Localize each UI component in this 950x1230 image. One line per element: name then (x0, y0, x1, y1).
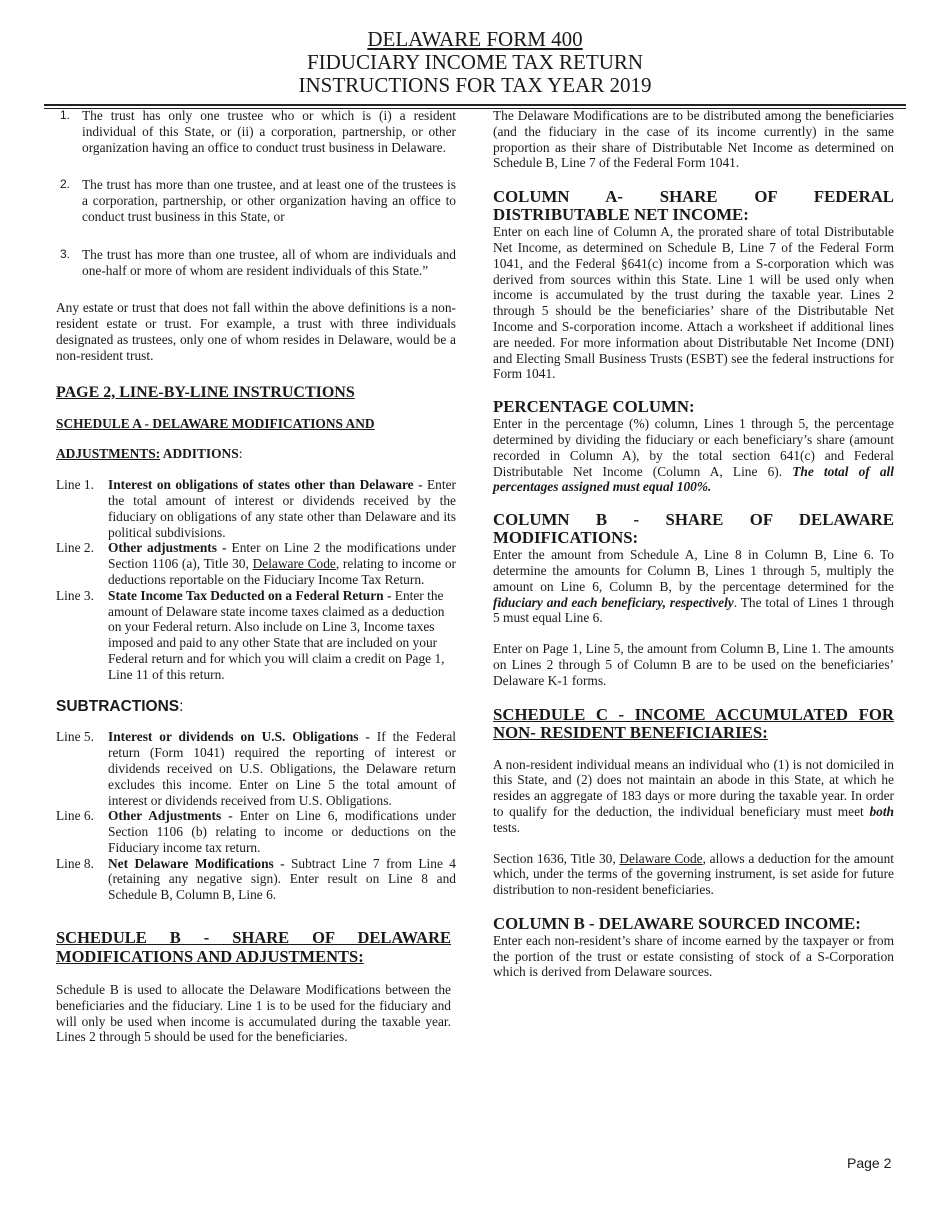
subtractions-heading: SUBTRACTIONS: (56, 697, 184, 715)
column-a-heading-2: DISTRIBUTABLE NET INCOME: (493, 205, 749, 225)
trust-definition-2: 2. The trust has more than one trustee, and at least one of the trustees is a corporation, partnership, or other organization having an office to conduct trust business in this State, or (60, 177, 456, 224)
delaware-sourced-income-heading: COLUMN B - DELAWARE SOURCED INCOME: (493, 913, 861, 933)
form-header (0, 28, 950, 97)
column-b-heading-2: MODIFICATIONS: (493, 528, 639, 548)
column-b-heading: COLUMN B - SHARE OF DELAWARE (493, 510, 894, 530)
schedule-b-paragraph: Schedule B is used to allocate the Delaware Modifications between the beneficiaries and the fiduciary. Line 1 is to be used for the fiduciary and will only be used when income is accumulated during the taxable year. Lines 2 through 5 should be used for the beneficiaries. (56, 982, 451, 1045)
column-a-paragraph: Enter on each line of Column A, the prorated share of total Distributable Net Income, as determined on Schedule B, Line 7 of the Federal Form 1041, and the Federal §641(c) income from a S-corporation which was derived from sources within this State. Line 1 will be used only when income is accumulated by the trust during the taxable year. Lines 2 through 5 should be the beneficiaries’ share of the Distributable Net Income and S-corporation income. Attach a worksheet if additional lines are needed. For more information about Distributable Net Income (DNI) and Electing Small Business Trusts (ESBT) see the federal instructions for Form 1041. (493, 224, 894, 382)
column-b-paragraph-2: Enter on Page 1, Line 5, the amount from Column B, Line 1. The amounts on Lines 2 through 5 of Column B are to be used on the beneficiaries’ Delaware K-1 forms. (493, 641, 894, 688)
trust-definition-3: 3. The trust has more than one trustee, all of whom are individuals and one-half or more of whom are resident individuals of this State.” (60, 246, 456, 278)
line-6-instruction: Line 6. Other Adjustments - Enter on Line 6, modifications under Section 1106 (b) relating to income or deductions on the Fiduciary income tax return. (56, 808, 456, 855)
page2-heading: PAGE 2, LINE-BY-LINE INSTRUCTIONS (56, 383, 355, 401)
line-1-instruction: Line 1. Interest on obligations of states other than Delaware - Enter the total amount of interest or dividends received by the fiduciary on obligations of any state other than Delaware and its political subdivisions. (56, 477, 456, 540)
percentage-column-heading: PERCENTAGE COLUMN: (493, 397, 695, 417)
additions-heading: ADJUSTMENTS: ADDITIONS: (56, 446, 243, 462)
form-year-title: INSTRUCTIONS FOR TAX YEAR 2019 (298, 73, 652, 97)
line-3-instruction: Line 3. State Income Tax Deducted on a Federal Return - Enter the amount of Delaware state income taxes claimed as a deduction on your Federal return. Also include on Line 3, Income taxes imposed and paid to any other State that are included on your Federal return and for which you will claim a credit on Page 1, Line 11 of this return. (56, 587, 445, 682)
modifications-intro-paragraph: The Delaware Modifications are to be distributed among the beneficiaries (and the fiduciary in the case of its income currently) in the same proportion as their share of Distributable Net Income as determined on Schedule B, Line 7 of the Federal Form 1041. (493, 108, 894, 171)
schedule-c-heading: SCHEDULE C - INCOME ACCUMULATED FOR (493, 704, 894, 724)
schedule-c-paragraph: A non-resident individual means an individual who (1) is not domiciled in this State, and (2) does not maintain an abode in this State, at which he resides an aggregate of 183 days or more during the taxable year. In order to qualify for the deduction, the individual beneficiary must meet both tests. (493, 756, 894, 835)
section-1636-paragraph: Section 1636, Title 30, Delaware Code, allows a deduction for the amount which, under the terms of the governing instrument, is set aside for future distribution to non-resident beneficiaries. (493, 850, 894, 898)
trust-definition-1: 1. The trust has only one trustee who or which is (i) a resident individual of this State, or (ii) a corporation, partnership, or other organization having an office to conduct trust business in Delaware. (60, 108, 456, 155)
nonresident-paragraph: Any estate or trust that does not fall within the above definitions is a non-resident estate or trust. For example, a trust with three individuals designated as trustees, only one of whom resides in Delaware, would be a non-resident trust. (56, 300, 456, 363)
line-2-instruction: Line 2. Other adjustments - Enter on Line 2 the modifications under Section 1106 (a), Title 30, Delaware Code, relating to income or deductions reportable on the Fiduciary Income Tax Return. (56, 540, 456, 587)
line-8-instruction: Line 8. Net Delaware Modifications - Subtract Line 7 from Line 4 (retaining any negative sign). Enter result on Line 8 and Schedule B, Column B, Line 6. (56, 855, 456, 903)
percentage-column-paragraph: Enter in the percentage (%) column, Lines 1 through 5, the percentage determined by dividing the fiduciary or each beneficiary’s share (amount recorded in Column A), by the total section 641(c) and Federal Distributable Net Income (Column A, Line 6). The total of all percentages assigned must equal 100%. (493, 416, 894, 495)
page-number: Page 2 (847, 1155, 892, 1171)
column-a-heading: COLUMN A- SHARE OF FEDERAL (493, 187, 894, 207)
line-5-instruction: Line 5. Interest or dividends on U.S. Obligations - If the Federal return (Form 1041) required the reporting of interest or dividends received on U.S. Obligations, the Delaware return excludes this income. Enter on Line 5 the total amount of interest or dividends received from U.S. Obligations. (56, 729, 456, 808)
left-column (56, 108, 456, 1045)
form-subtitle: FIDUCIARY INCOME TAX RETURN (306, 50, 644, 74)
schedule-a-heading: SCHEDULE A - DELAWARE MODIFICATIONS AND (56, 415, 375, 431)
schedule-b-heading-2: MODIFICATIONS AND ADJUSTMENTS: (56, 947, 364, 967)
form-title: DELAWARE FORM 400 (367, 27, 583, 51)
column-b-paragraph: Enter the amount from Schedule A, Line 8 in Column B, Line 6. To determine the amounts for Column B, Lines 1 through 5, multiply the amount on Line 6, Column B, by the percentage determined for the fiduciary and each beneficiary, respectively. The total of Lines 1 through 5 must equal Line 6. (493, 547, 894, 626)
right-column (493, 108, 894, 980)
header-rule-thick (44, 104, 906, 106)
delaware-sourced-income-paragraph: Enter each non-resident’s share of income earned by the taxpayer or from the portion of the trust or estate consisting of stock of a S-Corporation which is derived from Delaware sources. (493, 932, 894, 980)
schedule-b-heading: SCHEDULE B - SHARE OF DELAWARE (56, 928, 451, 948)
schedule-c-heading-2: NON- RESIDENT BENEFICIARIES: (493, 722, 768, 742)
